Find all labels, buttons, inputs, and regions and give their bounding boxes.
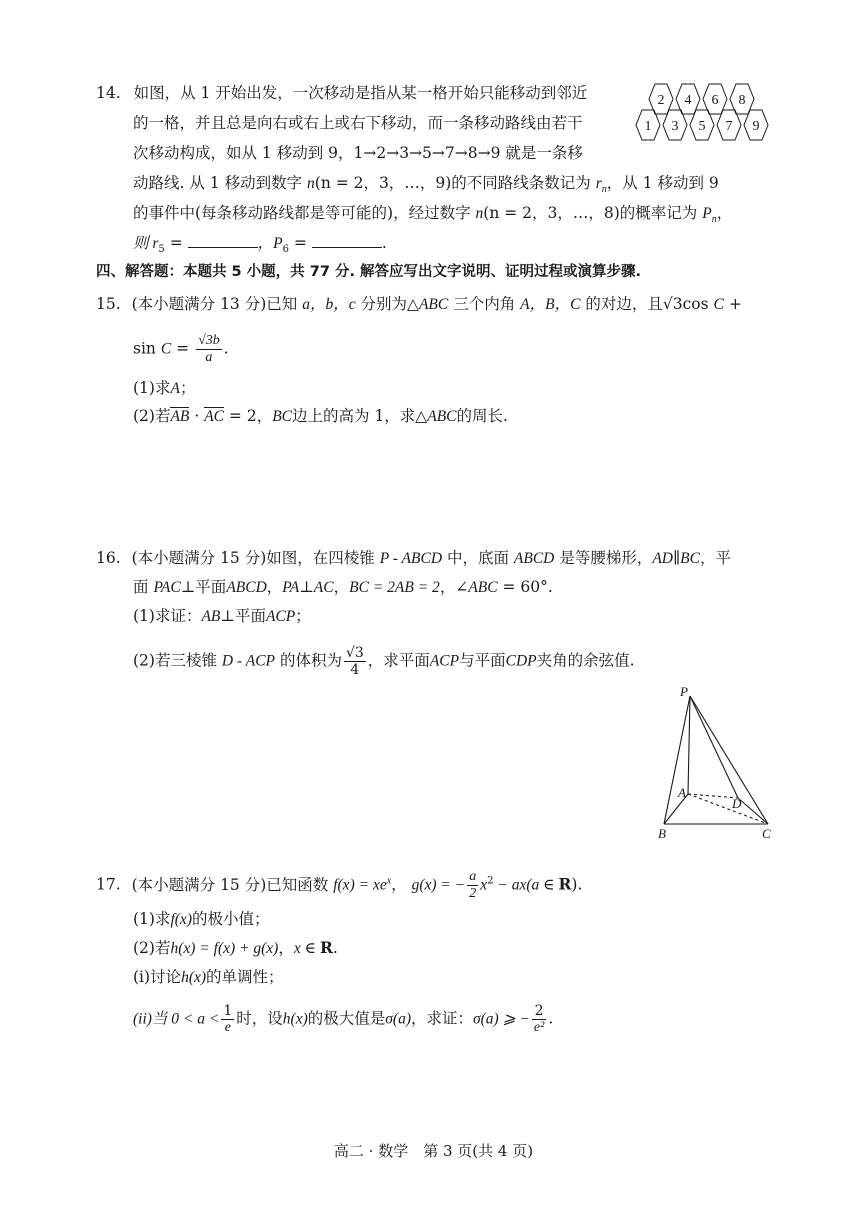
hex-label: 6 [711, 93, 719, 108]
hexagon-grid-figure [633, 80, 775, 144]
q16-line2: 面 PAC⊥平面ABCD，PA⊥AC，BC = 2AB = 2，∠ABC = 60°. [133, 578, 553, 596]
q17-part2-i: (i)讨论h(x)的单调性； [133, 968, 284, 986]
q14-line4: 动路线. 从 1 移动到数字 n(n = 2，3，…，9)的不同路线条数记为 $r_n$，从 1 移动到 9 [133, 174, 719, 196]
answer-blank-p6[interactable] [312, 233, 382, 248]
q17-line1: 17. (本小题满分 15 分)已知函数 $f(x) = xe^x$， g(x) = − $\frac{a}{2}$ $x^2 - ax(a$ ∈ R). [96, 869, 583, 901]
vertex-label-a: A [678, 785, 686, 800]
q17-part2: (2)若h(x) = f(x) + g(x)，x ∈ R. [133, 938, 338, 957]
fraction: $\frac{2}{\text{e²}}$ [533, 1003, 545, 1035]
q16-part1: (1)求证：AB⊥平面ACP； [133, 607, 311, 625]
hex-label: 3 [671, 119, 679, 134]
vertex-label-d: D [732, 796, 742, 811]
hex-label: 7 [725, 119, 733, 134]
page-footer: 高二 · 数学 第 3 页(共 4 页) [333, 1142, 534, 1160]
q15-part1: (1)求A； [133, 379, 196, 397]
question-number: 15. [96, 295, 121, 313]
question-number: 17. [96, 875, 121, 894]
q15-line1: 15. (本小题满分 13 分)已知 a，b，c 分别为△ABC 三个内角 A，B，C 的对边，且√3cos C + [96, 295, 742, 313]
q16-line1: 16. (本小题满分 15 分)如图，在四棱锥 P - ABCD 中，底面 ABCD 是等腰梯形，AD∥BC，平 [96, 549, 731, 567]
hex-label: 4 [684, 93, 692, 108]
q16-part2: (2)若三棱锥 D - ACP 的体积为 $\frac{√3}{4}$ ，求平面ACP与平面CDP夹角的余弦值. [133, 645, 635, 678]
q14-line6: 则 $r_5$ = ，$P_6$ = . [133, 234, 387, 256]
hex-label: 5 [698, 119, 706, 134]
answer-blank-r5[interactable] [188, 233, 258, 248]
q14-line2: 的一格，并且总是向右或右上或右下移动，而一条移动路线由若干 [133, 114, 583, 132]
vertex-label-p: P [680, 684, 688, 699]
q15-line2: sin C = $\frac{√3b}{a}$ . [133, 333, 229, 365]
vertex-label-b: B [658, 826, 666, 841]
q17-part2-ii: (ii)当 0 < a < $\frac{1}{e}$ 时，设h(x)的极大值是σ(a)，求证：σ(a) ⩾ − $\frac{2}{\text{e²}}$ . [133, 1003, 554, 1035]
hex-label: 2 [657, 93, 665, 108]
section-heading: 四、解答题：本题共 5 小题，共 77 分. 解答应写出文字说明、证明过程或演算步骤. [96, 264, 642, 280]
fraction: $\frac{√3}{4}$ [345, 645, 364, 678]
question-number: 14. [96, 84, 121, 102]
pyramid-figure [650, 682, 780, 842]
vector-ab: AB [170, 408, 190, 425]
fraction: $\frac{1}{e}$ [223, 1003, 233, 1035]
q15-part2: (2)若AB · AC = 2，BC边上的高为 1，求△ABC的周长. [133, 407, 508, 425]
q14-line1: 14. 如图，从 1 开始出发，一次移动是指从某一格开始只能移动到邻近 [96, 84, 588, 102]
vector-ac: AC [204, 408, 224, 425]
hex-label: 8 [738, 93, 746, 108]
q14-line3: 次移动构成，如从 1 移动到 9，1→2→3→5→7→8→9 就是一条移 [133, 144, 583, 162]
q14-line5: 的事件中(每条移动路线都是等可能的)，经过数字 n(n = 2，3，…，8)的概率记为 $P_n$， [133, 204, 733, 226]
q17-part1: (1)求f(x)的极小值； [133, 910, 270, 928]
hex-label: 1 [644, 119, 652, 134]
question-number: 16. [96, 549, 121, 567]
hex-label: 9 [752, 119, 760, 134]
vertex-label-c: C [762, 826, 771, 841]
fraction: $\frac{a}{2}$ [469, 869, 477, 901]
fraction: $\frac{√3b}{a}$ [198, 333, 220, 365]
